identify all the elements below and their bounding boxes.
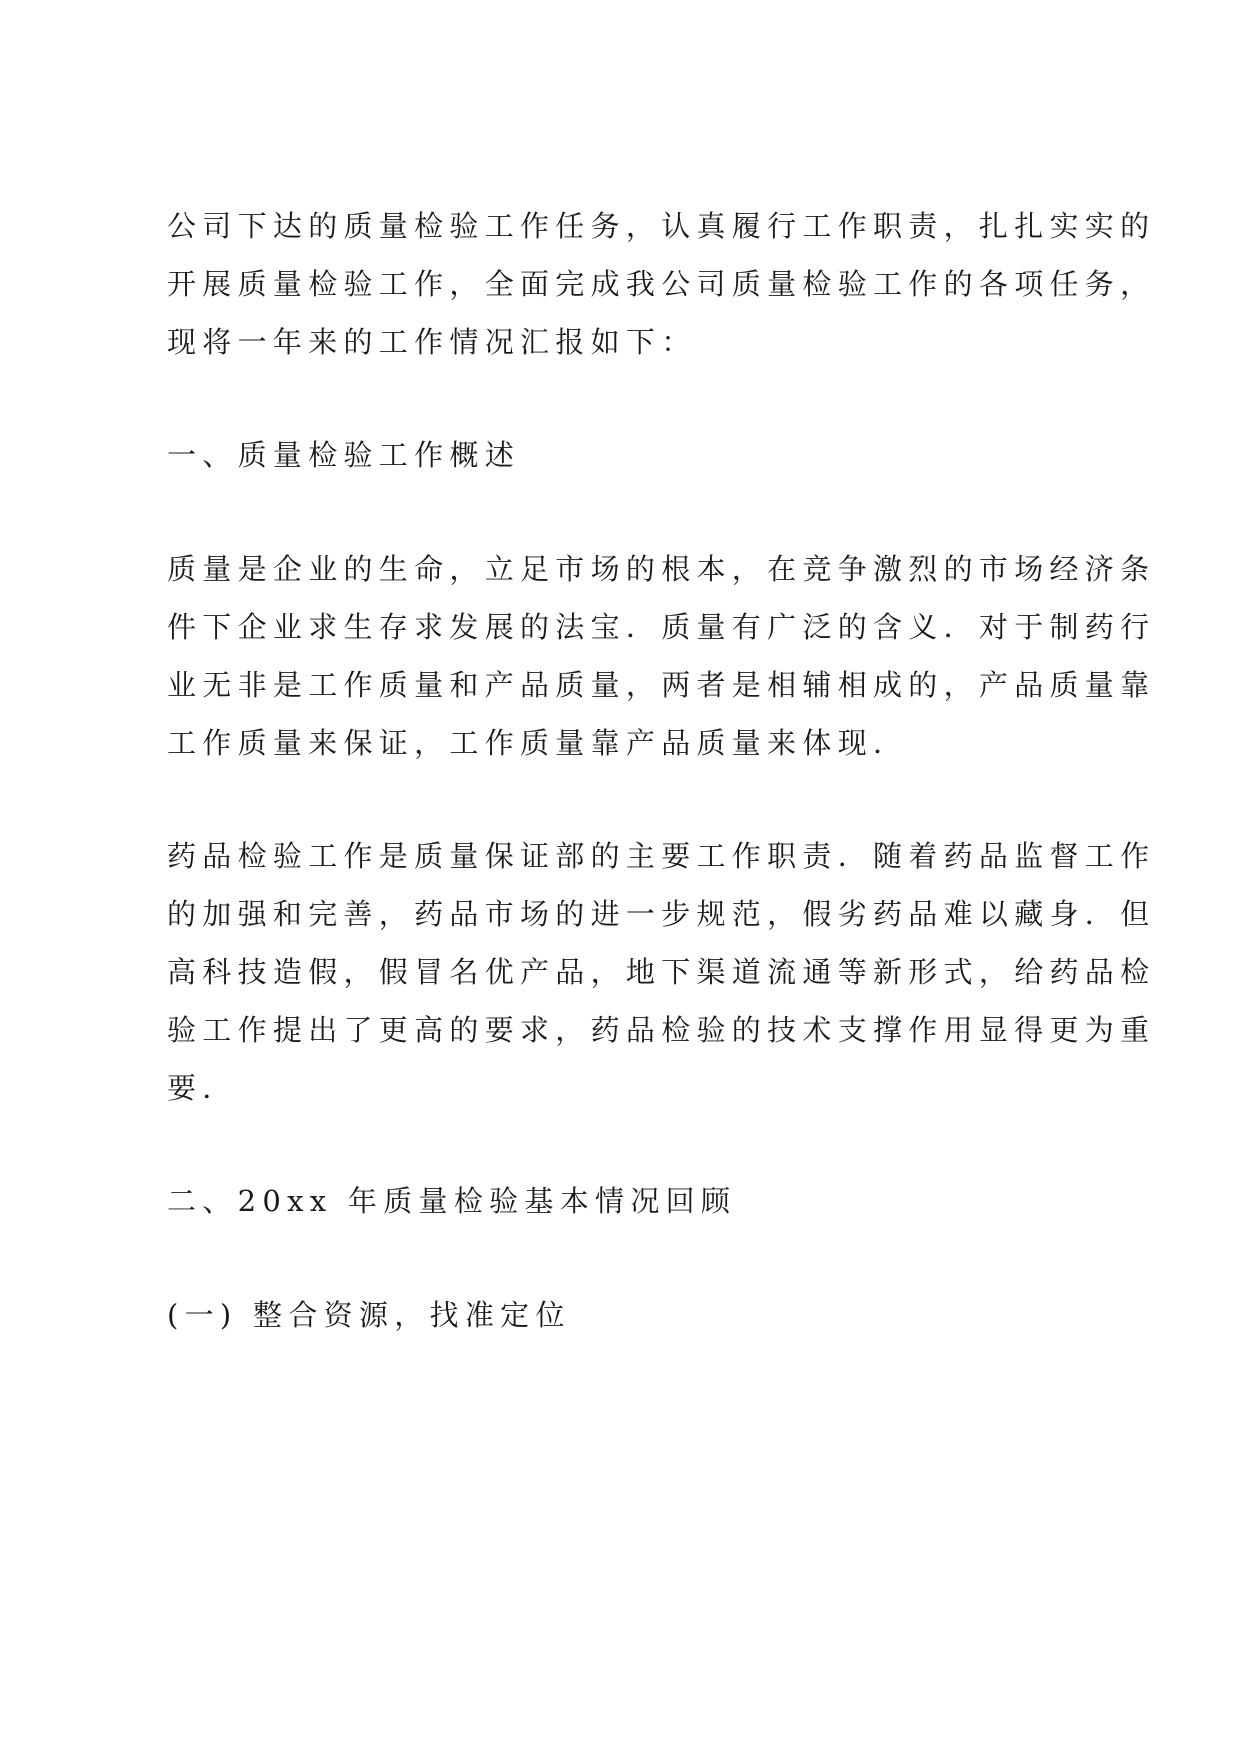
paragraph-1-line-4: 工作质量来保证，工作质量靠产品质量来体现． bbox=[167, 726, 909, 760]
intro-line-2: 开展质量检验工作，全面完成我公司质量检验工作的各项任务， bbox=[167, 267, 1156, 301]
paragraph-1-line-2: 件下企业求生存求发展的法宝．质量有广泛的含义．对于制药行 bbox=[167, 610, 1156, 644]
section-heading-1: 一、质量检验工作概述 bbox=[167, 438, 521, 472]
section-heading-2: 二、20xx 年质量检验基本情况回顾 bbox=[167, 1184, 737, 1218]
paragraph-1-line-3: 业无非是工作质量和产品质量，两者是相辅相成的，产品质量靠 bbox=[167, 668, 1156, 702]
paragraph-2-line-2: 的加强和完善，药品市场的进一步规范，假劣药品难以藏身．但 bbox=[167, 897, 1156, 931]
intro-line-3: 现将一年来的工作情况汇报如下： bbox=[167, 325, 697, 359]
paragraph-2-line-3: 高科技造假，假冒名优产品，地下渠道流通等新形式，给药品检 bbox=[167, 955, 1156, 989]
paragraph-2-line-5: 要． bbox=[167, 1071, 238, 1105]
paragraph-2-line-4: 验工作提出了更高的要求，药品检验的技术支撑作用显得更为重 bbox=[167, 1013, 1156, 1047]
paragraph-2-line-1: 药品检验工作是质量保证部的主要工作职责．随着药品监督工作 bbox=[167, 839, 1156, 873]
paragraph-1-line-1: 质量是企业的生命，立足市场的根本，在竞争激烈的市场经济条 bbox=[167, 552, 1156, 586]
intro-line-1: 公司下达的质量检验工作任务，认真履行工作职责，扎扎实实的 bbox=[167, 209, 1156, 243]
subsection-heading-2-1: (一) 整合资源，找准定位 bbox=[167, 1298, 571, 1332]
